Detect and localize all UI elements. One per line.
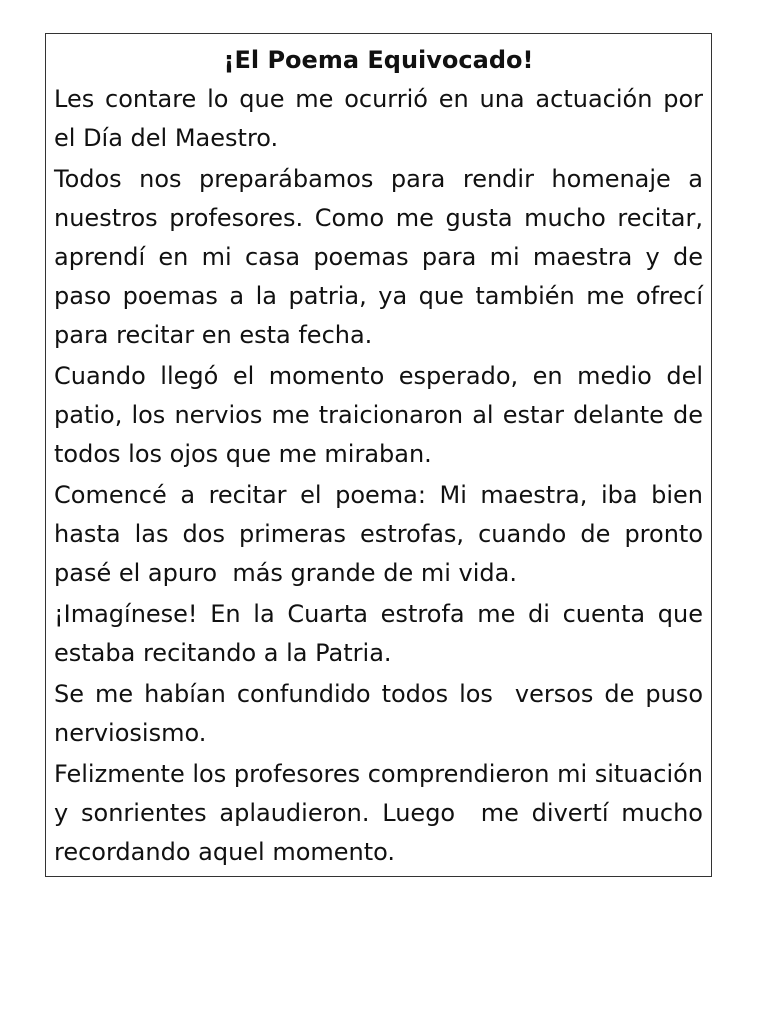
story-paragraph-3: Cuando llegó el momento esperado, en medio del patio, los nervios me traicionaron al estar delante de todos los ojos que me miraban. — [54, 362, 711, 468]
story-paragraph-7: Felizmente los profesores comprendieron mi situación y sonrientes aplaudieron. Luego me divertí mucho recordando aquel momento. — [54, 760, 711, 866]
story-paragraph-5: ¡Imagínese! En la Cuarta estrofa me di cuenta que estaba recitando a la Patria. — [54, 600, 711, 667]
story-text-box — [45, 33, 712, 877]
story-title: ¡El Poema Equivocado! — [223, 46, 534, 74]
story-paragraph-1: Les contare lo que me ocurrió en una actuación por el Día del Maestro. — [54, 85, 711, 152]
story-paragraph-4: Comencé a recitar el poema: Mi maestra, iba bien hasta las dos primeras estrofas, cuando de pronto pasé el apuro más grande de mi vida. — [54, 481, 711, 587]
story-paragraph-2: Todos nos preparábamos para rendir homenaje a nuestros profesores. Como me gusta mucho recitar, aprendí en mi casa poemas para mi maestra y de paso poemas a la patria, ya que también me ofrecí para recitar en esta fecha. — [54, 165, 711, 349]
story-paragraph-6: Se me habían confundido todos los versos de puso nerviosismo. — [54, 680, 711, 747]
